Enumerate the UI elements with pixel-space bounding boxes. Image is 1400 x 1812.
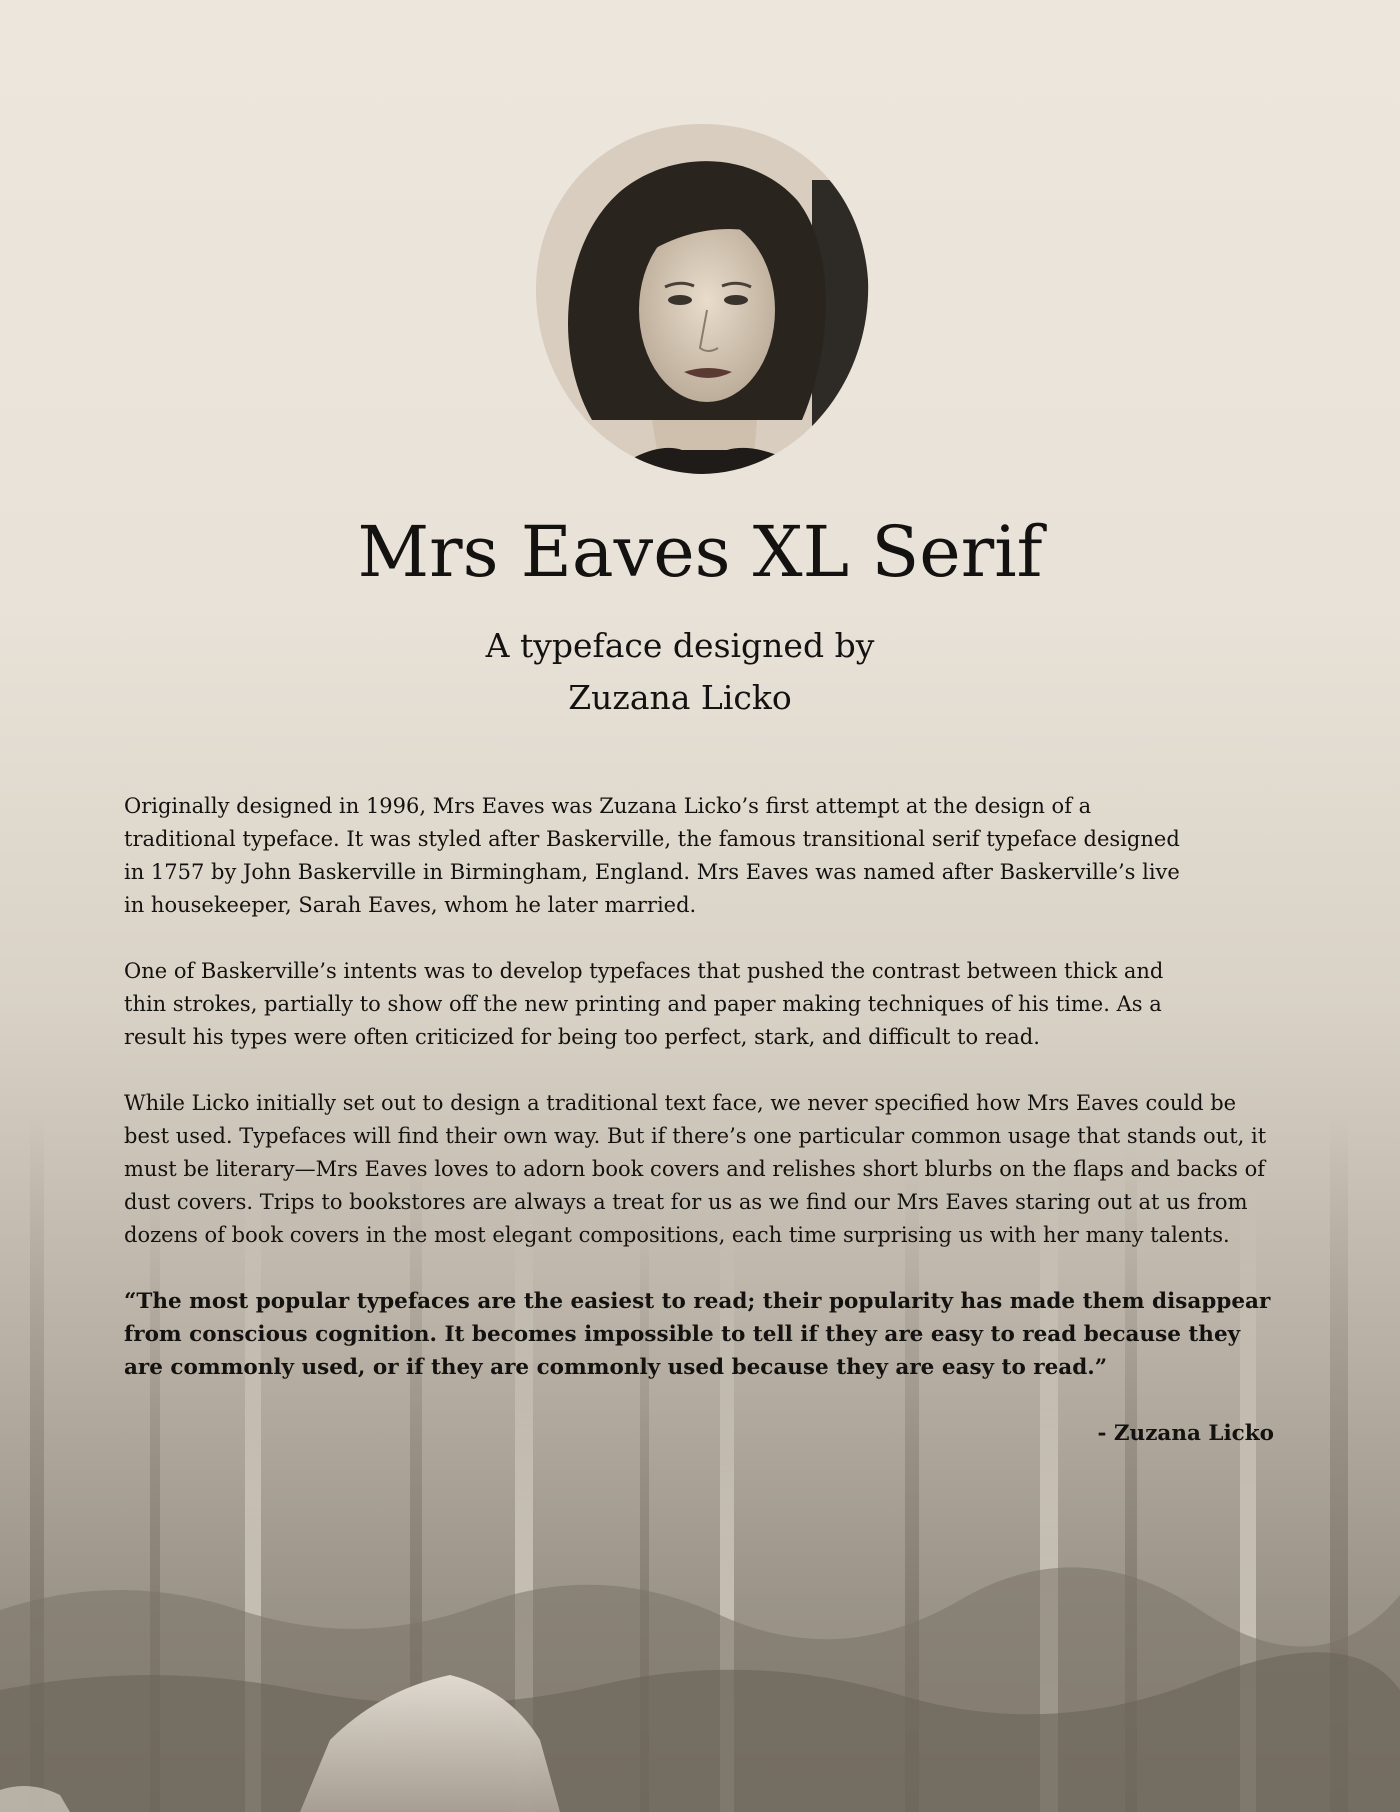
subtitle-line-1: A typeface designed by (485, 626, 875, 665)
paragraph-1: Originally designed in 1996, Mrs Eaves was Zuzana Licko’s first attempt at the design of a traditional typeface. It was styled after Baskerville, the famous transitional serif typeface designed in 1757 by John Baskerville in Birmingham, England. Mrs Eaves was named after Baskerville’s live in housekeeper, Sarah Eaves, whom he later married. (124, 794, 1180, 917)
paragraph-2: One of Baskerville’s intents was to develop typefaces that pushed the contrast between thick and thin strokes, partially to show off the new printing and paper making techniques of his time. As a result his types were often criticized for being too perfect, stark, and difficult to read. (124, 959, 1164, 1049)
quote-text: “The most popular typefaces are the easiest to read; their popularity has made them disappear from conscious cognition. It becomes impossible to tell if they are easy to read because they are commonly used, or if they are commonly used because they are easy to read.” (124, 1289, 1271, 1380)
body-text (124, 790, 1274, 1483)
subtitle-line-2: Zuzana Licko (568, 678, 792, 717)
portrait-photo-icon (532, 120, 872, 478)
subtitle (0, 620, 1360, 724)
quote-attribution: - Zuzana Licko (1097, 1421, 1274, 1446)
page-title: Mrs Eaves XL Serif (357, 511, 1043, 593)
paragraph-3: While Licko initially set out to design a traditional text face, we never specified how Mrs Eaves could be best used. Typefaces will find their own way. But if there’s one particular common usage that stands out, it must be literary—Mrs Eaves loves to adorn book covers and relishes short blurbs on the flaps and backs of dust covers. Trips to bookstores are always a treat for us as we find our Mrs Eaves staring out at us from dozens of book covers in the most elegant compositions, each time surprising us with her many talents. (124, 1091, 1267, 1247)
